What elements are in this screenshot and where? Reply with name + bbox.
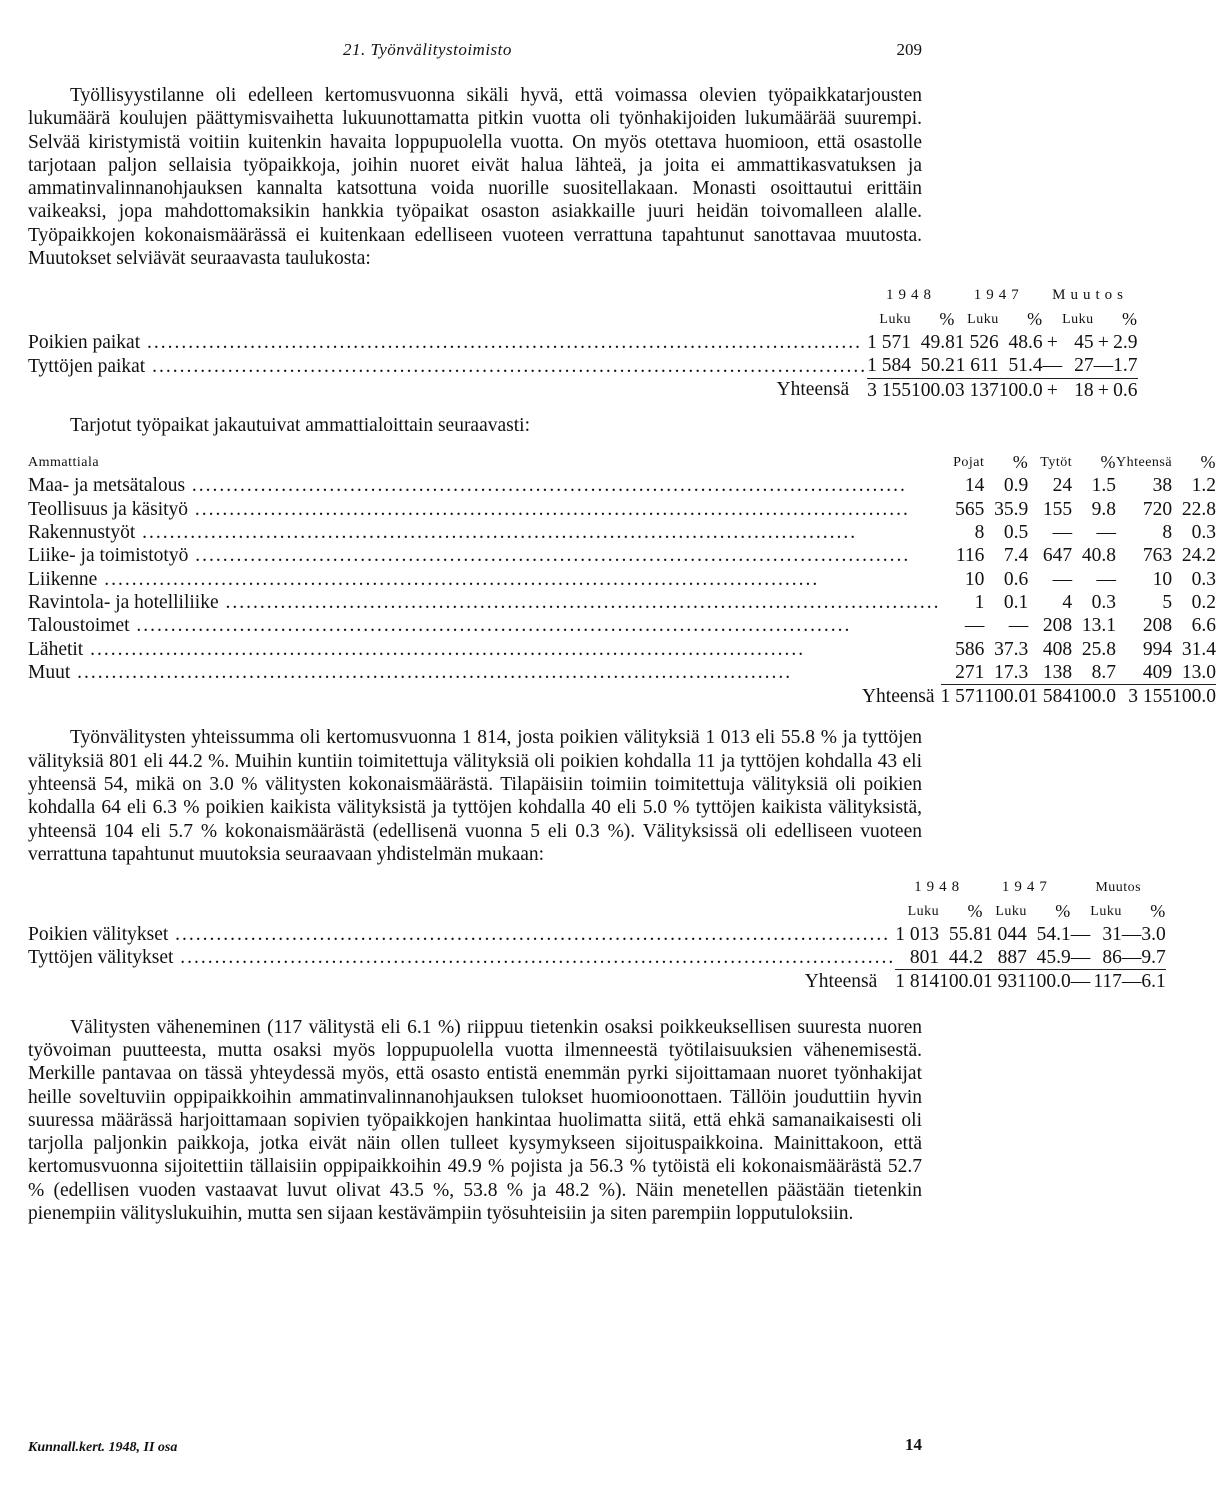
cell: 38	[1152, 475, 1173, 497]
cell: 35.9	[994, 498, 1029, 520]
row-label: Maa- ja metsätalous	[28, 475, 186, 497]
cell: 0.6	[1003, 568, 1029, 590]
year-header: 1948	[885, 287, 936, 304]
cell: 100.0	[998, 379, 1043, 401]
change-header: Muutos	[1052, 287, 1128, 304]
column-header: %	[1100, 452, 1116, 473]
running-header	[28, 40, 922, 70]
cell: 100.0	[939, 971, 984, 993]
cell: 3 155	[1116, 685, 1172, 709]
cell: 4	[1062, 591, 1073, 613]
total-label: Yhteensä	[776, 379, 850, 401]
column-header: Luku	[995, 903, 1027, 919]
column-header: %	[1055, 900, 1071, 921]
cell: 100.0	[1072, 686, 1116, 708]
table-row	[28, 591, 1216, 614]
cell: 3.0	[1141, 923, 1166, 945]
cell: 54.1	[1036, 923, 1071, 945]
cell: —	[1042, 355, 1063, 377]
cell: +	[1043, 378, 1063, 402]
cell: 155	[1042, 498, 1073, 520]
total-label: Yhteensä	[861, 685, 935, 707]
cell: 2.9	[1113, 331, 1138, 353]
cell: 45.9	[1036, 947, 1071, 969]
cell: 14	[964, 475, 985, 497]
cell: 1 931	[983, 971, 1027, 993]
cell: 1 584	[1028, 686, 1073, 708]
row-label: Liikenne	[28, 568, 98, 590]
cell: 3 155	[867, 379, 911, 401]
cell: 8	[1162, 522, 1173, 544]
row-label: Tyttöjen välitykset	[28, 947, 174, 969]
cell: 55.8	[948, 923, 984, 945]
table-row	[28, 923, 1166, 946]
cell: 0.3	[1091, 591, 1116, 613]
cell: 31	[1102, 923, 1122, 945]
column-header: %	[1200, 452, 1216, 473]
table-row	[28, 354, 1138, 378]
row-label: Muut	[28, 662, 71, 684]
cell: 17.3	[994, 661, 1029, 683]
cell: 0.1	[1003, 591, 1029, 613]
row-label: Ravintola- ja hotelliliike	[28, 591, 219, 613]
cell: 100.0	[1026, 971, 1071, 993]
cell: 40.8	[1081, 545, 1116, 567]
cell: 5	[1162, 591, 1173, 613]
cell: 1	[974, 591, 985, 613]
cell: 0.5	[1003, 522, 1029, 544]
column-header: Pojat	[953, 455, 985, 471]
cell: 763	[1142, 545, 1173, 567]
year-header: 1948	[914, 879, 965, 896]
cell: +	[1097, 331, 1109, 353]
total-row	[28, 970, 1166, 994]
signature-number: 14	[905, 1435, 922, 1454]
row-label: Poikien paikat	[28, 331, 141, 353]
cell: 31.4	[1181, 638, 1216, 660]
cell: 208	[1042, 615, 1073, 637]
cell: 1 526	[954, 331, 999, 353]
row-label: Rakennustyöt	[28, 522, 136, 544]
column-header: Yhteensä	[1116, 455, 1173, 471]
cell: 0.3	[1191, 522, 1216, 544]
cell: 6.1	[1141, 971, 1166, 993]
row-label: Taloustoimet	[28, 615, 130, 637]
cell: 37.3	[994, 638, 1029, 660]
cell: 3 137	[954, 379, 999, 401]
cell: 116	[955, 545, 985, 567]
cell: 9.8	[1091, 498, 1116, 520]
row-label: Tyttöjen paikat	[28, 355, 146, 377]
cell: +	[1046, 331, 1058, 353]
cell: 801	[909, 947, 940, 969]
total-label: Yhteensä	[804, 971, 878, 993]
table-row	[28, 661, 1216, 685]
row-label: Teollisuus ja käsityö	[28, 498, 189, 520]
table-row	[28, 638, 1216, 661]
cell: 13.0	[1181, 661, 1216, 683]
column-header: %	[1027, 308, 1043, 329]
cell: 50.2	[920, 355, 955, 377]
column-header: Luku	[967, 311, 999, 327]
cell: 647	[1042, 545, 1073, 567]
cell: —	[1096, 522, 1116, 544]
cell: 0.9	[1003, 475, 1029, 497]
cell: —	[1008, 615, 1029, 637]
paragraph-1: Työllisyystilanne oli edelleen kertomusvuonna sikäli hyvä, että voimassa olevien työpaikkatarjousten lukumäärä koulujen päättymisvaihetta lukuunottamatta pitkin vuotta oli työnhakijoiden lukumäärää suurempi. Selvää kiristymistä voitiin kuitenkin havaita loppupuolella vuotta. On myös otettava huomioon, että osastolle tarjotaan paljon sellaisia työpaikkoja, joihin nuoret eivät halua lähteä, ja joita ei ammattikasvatuksen ja ammatinvalinnanohjauksen kannalta katsottuna voida nuorille suositellakaan. Monasti osoittautui erittäin vaikeaksi, jopa mahdottomaksikin hankkia työpaikat osaston asiakkaille juuri heidän toivomalleen alalle. Työpaikkojen kokonaismäärässä ei kuitenkaan edelliseen vuoteen verrattuna tapahtunut sanottavaa muutosta. Muutokset selviävät seuraavasta taulukosta:	[28, 85, 922, 270]
cell: 1.7	[1113, 355, 1138, 377]
cell: 408	[1042, 638, 1073, 660]
cell: 7.4	[1003, 545, 1029, 567]
cell: 409	[1142, 661, 1173, 683]
cell: 1 571	[940, 686, 985, 708]
cell: —	[1052, 522, 1073, 544]
cell: —	[1121, 923, 1142, 945]
cell: —	[964, 615, 985, 637]
cell: —	[1121, 947, 1142, 969]
column-header: Tytöt	[1040, 455, 1073, 471]
cell: 0.6	[1113, 379, 1138, 401]
cell: 48.6	[1008, 331, 1043, 353]
cell: 565	[955, 498, 985, 520]
cell: —	[1052, 568, 1073, 590]
cell: 271	[955, 661, 985, 683]
row-label: Liike- ja toimistotyö	[28, 545, 189, 567]
table-row	[28, 498, 1216, 521]
total-row	[28, 685, 1216, 709]
paragraph-2: Tarjotut työpaikat jakautuivat ammattialoittain seuraavasti:	[70, 414, 530, 436]
cell: 22.8	[1181, 498, 1216, 520]
cell: 138	[1042, 661, 1073, 683]
table-row	[28, 474, 1216, 497]
table-job-offers-by-gender	[28, 284, 1138, 401]
table-row	[28, 614, 1216, 637]
cell: 8	[974, 522, 985, 544]
cell: 887	[997, 947, 1027, 969]
cell: 51.4	[1008, 355, 1043, 377]
table-row	[28, 946, 1166, 970]
cell: 994	[1142, 638, 1173, 660]
cell: +	[1094, 378, 1114, 402]
cell: 27	[1074, 355, 1094, 377]
cell: 1.5	[1091, 475, 1116, 497]
column-header: Ammattiala	[28, 455, 100, 471]
page-number: 209	[896, 40, 922, 59]
column-header: %	[1012, 452, 1029, 473]
cell: 8.7	[1091, 661, 1116, 683]
cell: 1.2	[1191, 475, 1216, 497]
cell: 49.8	[920, 331, 955, 353]
column-header: Luku	[879, 311, 911, 327]
cell: 18	[1062, 378, 1094, 402]
cell: 100.0	[910, 379, 955, 401]
cell: 208	[1142, 615, 1173, 637]
cell: 586	[955, 638, 985, 660]
chapter-title: 21. Työnvälitystoimisto	[343, 40, 512, 59]
table-row	[28, 521, 1216, 544]
cell: 0.2	[1191, 591, 1216, 613]
cell: 1 571	[867, 331, 911, 353]
source-reference: Kunnall.kert. 1948, II osa	[28, 1440, 178, 1455]
paragraph-4: Välitysten väheneminen (117 välitystä eli 6.1 %) riippuu tietenkin osaksi poikkeuksellisen suuresta nuoren työvoiman puutteesta, mutta osaksi myös loppupuolella vuotta ilmenneestä työtilaisuuksien vähenemisestä. Merkille pantavaa on tässä yhteydessä myös, että osasto entistä enemmän pyrki sijoittamaan nuoret työnhakijat heille soveltuviin oppipaikkoihin ammatinvalinnanohjauksen tulokset huomioonottaen. Tällöin jouduttiin hyvin suuressa määrässä harjoittamaan sopivien työpaikkojen hankintaa huolimatta siitä, että ehkä samanaikaisesti oli tarjolla paljonkin paikkoja, jotka eivät näin ollen tulleet kysymykseen sijoituspaikkoina. Mainittakoon, että kertomusvuonna sijoitettiin tällaisiin oppipaikkoihin 49.9 % pojista ja 56.3 % tytöistä eli kokonaismäärästä 52.7 % (edellisen vuoden vastaavat luvut olivat 43.5 %, 53.8 % ja 48.2 %). Näin menetellen päästään tietenkin pienempiin välityslukuihin, mutta sen sijaan kestävämpiin työsuhteisiin ja siten parempiin lopputuloksiin.	[28, 1016, 922, 1225]
cell: 13.1	[1081, 615, 1116, 637]
cell: 44.2	[948, 947, 984, 969]
cell: —	[1121, 971, 1142, 993]
column-header: %	[1150, 900, 1166, 921]
cell: —	[1070, 923, 1091, 945]
page-footer	[28, 1435, 922, 1456]
cell: 720	[1142, 498, 1173, 520]
cell: 117	[1090, 970, 1122, 994]
change-header: Muutos	[1095, 880, 1142, 896]
table-placements-by-gender	[28, 876, 1166, 993]
table-offers-by-occupation	[28, 451, 1216, 708]
cell: 1 584	[867, 355, 911, 377]
paragraph-3: Työnvälitysten yhteissumma oli kertomusvuonna 1 814, josta poikien välityksiä 1 013 eli 55.8 % ja tyttöjen välityksiä 801 eli 44.2 %. Muihin kuntiin toimitettuja välityksiä oli poikien kohdalla 11 ja tyttöjen kohdalla 43 eli yhteensä 54, mikä on 3.0 % välitysten kokonaismäärästä. Tilapäisiin toimiin toimitettuja välityksiä oli poikien kohdalla 64 eli 6.3 % poikien kaikista välityksistä ja tyttöjen kohdalla 40 eli 5.0 % tyttöjen kaikista välityksistä, yhteensä 104 eli 5.7 % kokonaismäärästä (edellisenä vuonna 5 eli 0.3 %). Välityksissä oli edelliseen vuoteen verrattuna tapahtunut muutoksia seuraavaan yhdistelmän mukaan:	[28, 727, 922, 865]
cell: 100.0	[1172, 686, 1216, 708]
cell: 24.2	[1181, 545, 1216, 567]
cell: —	[1070, 947, 1091, 969]
cell: 24	[1052, 475, 1073, 497]
table-row	[28, 331, 1138, 354]
cell: —	[1070, 971, 1091, 993]
row-label: Lähetit	[28, 638, 84, 660]
total-row	[28, 378, 1138, 402]
column-header: %	[1122, 308, 1138, 329]
cell: 9.7	[1141, 947, 1166, 969]
cell: 6.6	[1191, 615, 1216, 637]
column-header: Luku	[1090, 903, 1122, 919]
cell: 10	[1152, 568, 1173, 590]
cell: 1 044	[983, 923, 1027, 945]
cell: 25.8	[1081, 638, 1116, 660]
column-header: %	[939, 308, 955, 329]
cell: 100.0	[984, 686, 1029, 708]
table-row	[28, 568, 1216, 591]
document-page	[28, 40, 1216, 1225]
cell: 0.3	[1191, 568, 1216, 590]
cell: 45	[1074, 331, 1094, 353]
table-row	[28, 544, 1216, 567]
cell: 10	[964, 568, 985, 590]
cell: —	[1096, 568, 1116, 590]
cell: 1 814	[895, 971, 940, 993]
column-header: %	[967, 900, 984, 921]
year-header: 1947	[1001, 879, 1052, 896]
year-header: 1947	[973, 287, 1024, 304]
cell: 86	[1102, 947, 1122, 969]
column-header: Luku	[1062, 311, 1094, 327]
column-header: Luku	[907, 903, 940, 919]
cell: 1 611	[955, 355, 999, 377]
cell: —	[1093, 355, 1114, 377]
cell: 1 013	[895, 923, 940, 945]
row-label: Poikien välitykset	[28, 923, 169, 945]
